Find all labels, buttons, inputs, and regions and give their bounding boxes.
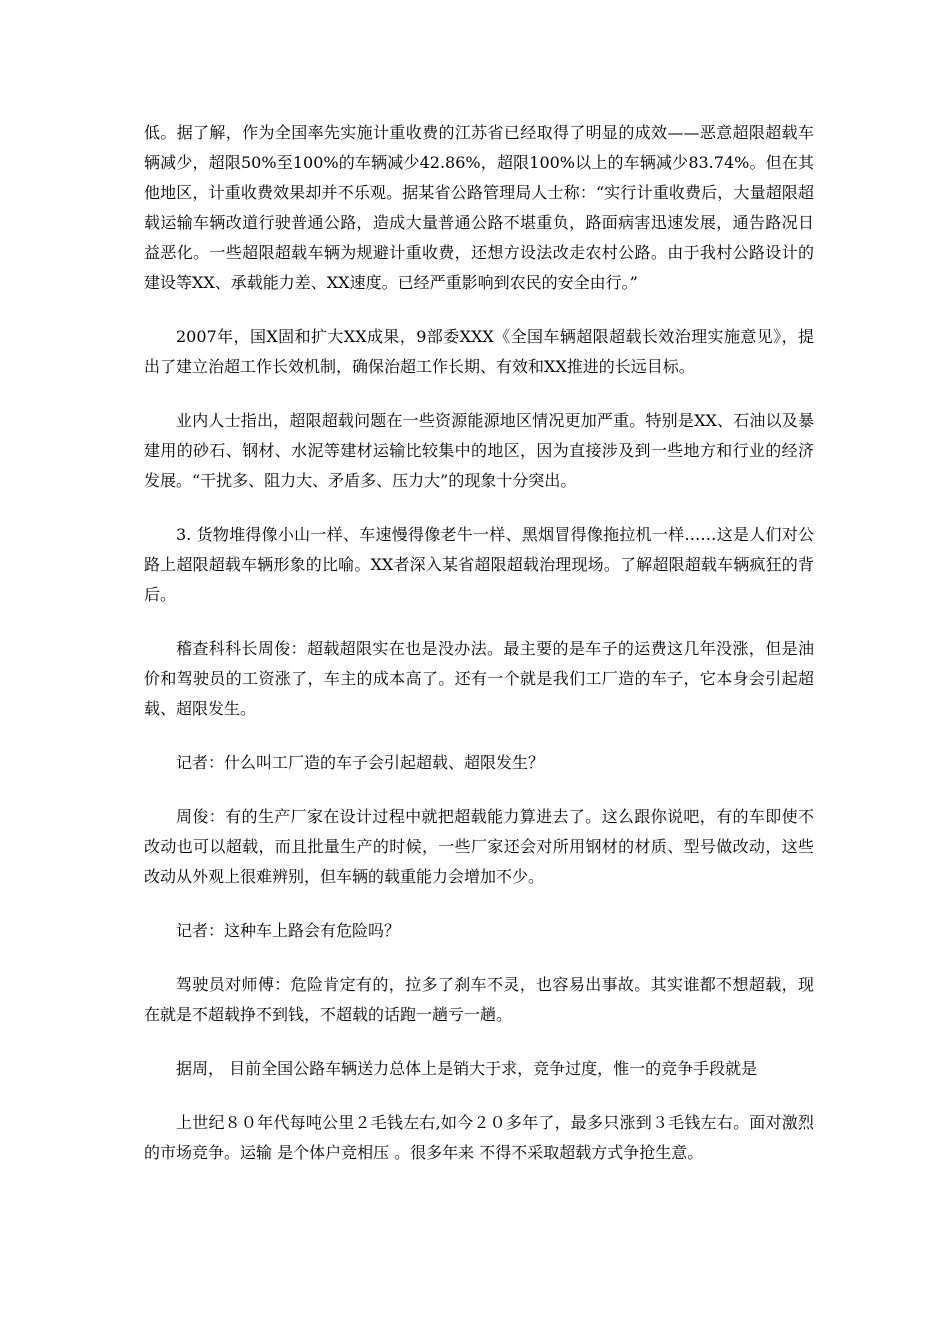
- paragraph-6: 记者：什么叫工厂造的车子会引起超载、超限发生？: [176, 753, 545, 772]
- paragraph-2: 2007年，国X固和扩大XX成果，9部委XXX《全国车辆超限超载长效治理实施意见》，提出了建立治超工作长效机制，确保治超工作长期、有效和XX推进的长远目标。: [144, 327, 814, 376]
- paragraph-9: 驾驶员对师傅：危险肯定有的，拉多了刹车不灵，也容易出事故。其实谁都不想超载，现在就是不超载挣不到钱，不超载的话跑一趟亏一趟。: [144, 975, 814, 1024]
- paragraph-8: 记者：这种车上路会有危险吗？: [176, 921, 401, 940]
- document-body: [144, 118, 814, 1192]
- paragraph-4: 3. 货物堆得像小山一样、车速慢得像老牛一样、黑烟冒得像拖拉机一样……这是人们对公路上超限超载车辆形象的比喻。XX者深入某省超限超载治理现场。了解超限超载车辆疯狂的背后。: [144, 525, 814, 604]
- paragraph-3: 业内人士指出，超限超载问题在一些资源能源地区情况更加严重。特别是XX、石油以及暴建用的砂石、钢材、水泥等建材运输比较集中的地区，因为直接涉及到一些地方和行业的经济发展。“干扰多、阻力大、矛盾多、压力大”的现象十分突出。: [144, 411, 814, 490]
- paragraph-10: 据周， 目前全国公路车辆送力总体上是销大于求，竞争过度，惟一的竞争手段就是: [176, 1059, 758, 1078]
- paragraph-11: 上世纪８０年代每吨公里２毛钱左右,如今２０多年了，最多只涨到３毛钱左右。面对激烈的市场竞争。运输 是个体户竞相压 。很多年来 不得不采取超载方式争抢生意。: [144, 1113, 814, 1162]
- paragraph-7: 周俊：有的生产厂家在设计过程中就把超载能力算进去了。这么跟你说吧，有的车即使不改动也可以超载，而且批量生产的时候，一些厂家还会对所用钢材的材质、型号做改动，这些改动从外观上很难辨别，但车辆的载重能力会增加不少。: [144, 807, 814, 886]
- paragraph-5: 稽查科科长周俊：超载超限实在也是没办法。最主要的是车子的运费这几年没涨，但是油价和驾驶员的工资涨了，车主的成本高了。还有一个就是我们工厂造的车子，它本身会引起超载、超限发生。: [144, 639, 814, 718]
- paragraph-1: 低。据了解，作为全国率先实施计重收费的江苏省已经取得了明显的成效——恶意超限超载车辆减少，超限50%至100%的车辆减少42.86%，超限100%以上的车辆减少83.74%。但在其他地区，计重收费效果却并不乐观。据某省公路管理局人士称：“实行计重收费后，大量超限超载运输车辆改道行驶普通公路，造成大量普通公路不堪重负，路面病害迅速发展，通告路况日益恶化。一些超限超载车辆为规避计重收费，还想方设法改走农村公路。由于我村公路设计的建设等XX、承载能力差、XX速度。已经严重影响到农民的安全由行。”: [144, 123, 814, 292]
